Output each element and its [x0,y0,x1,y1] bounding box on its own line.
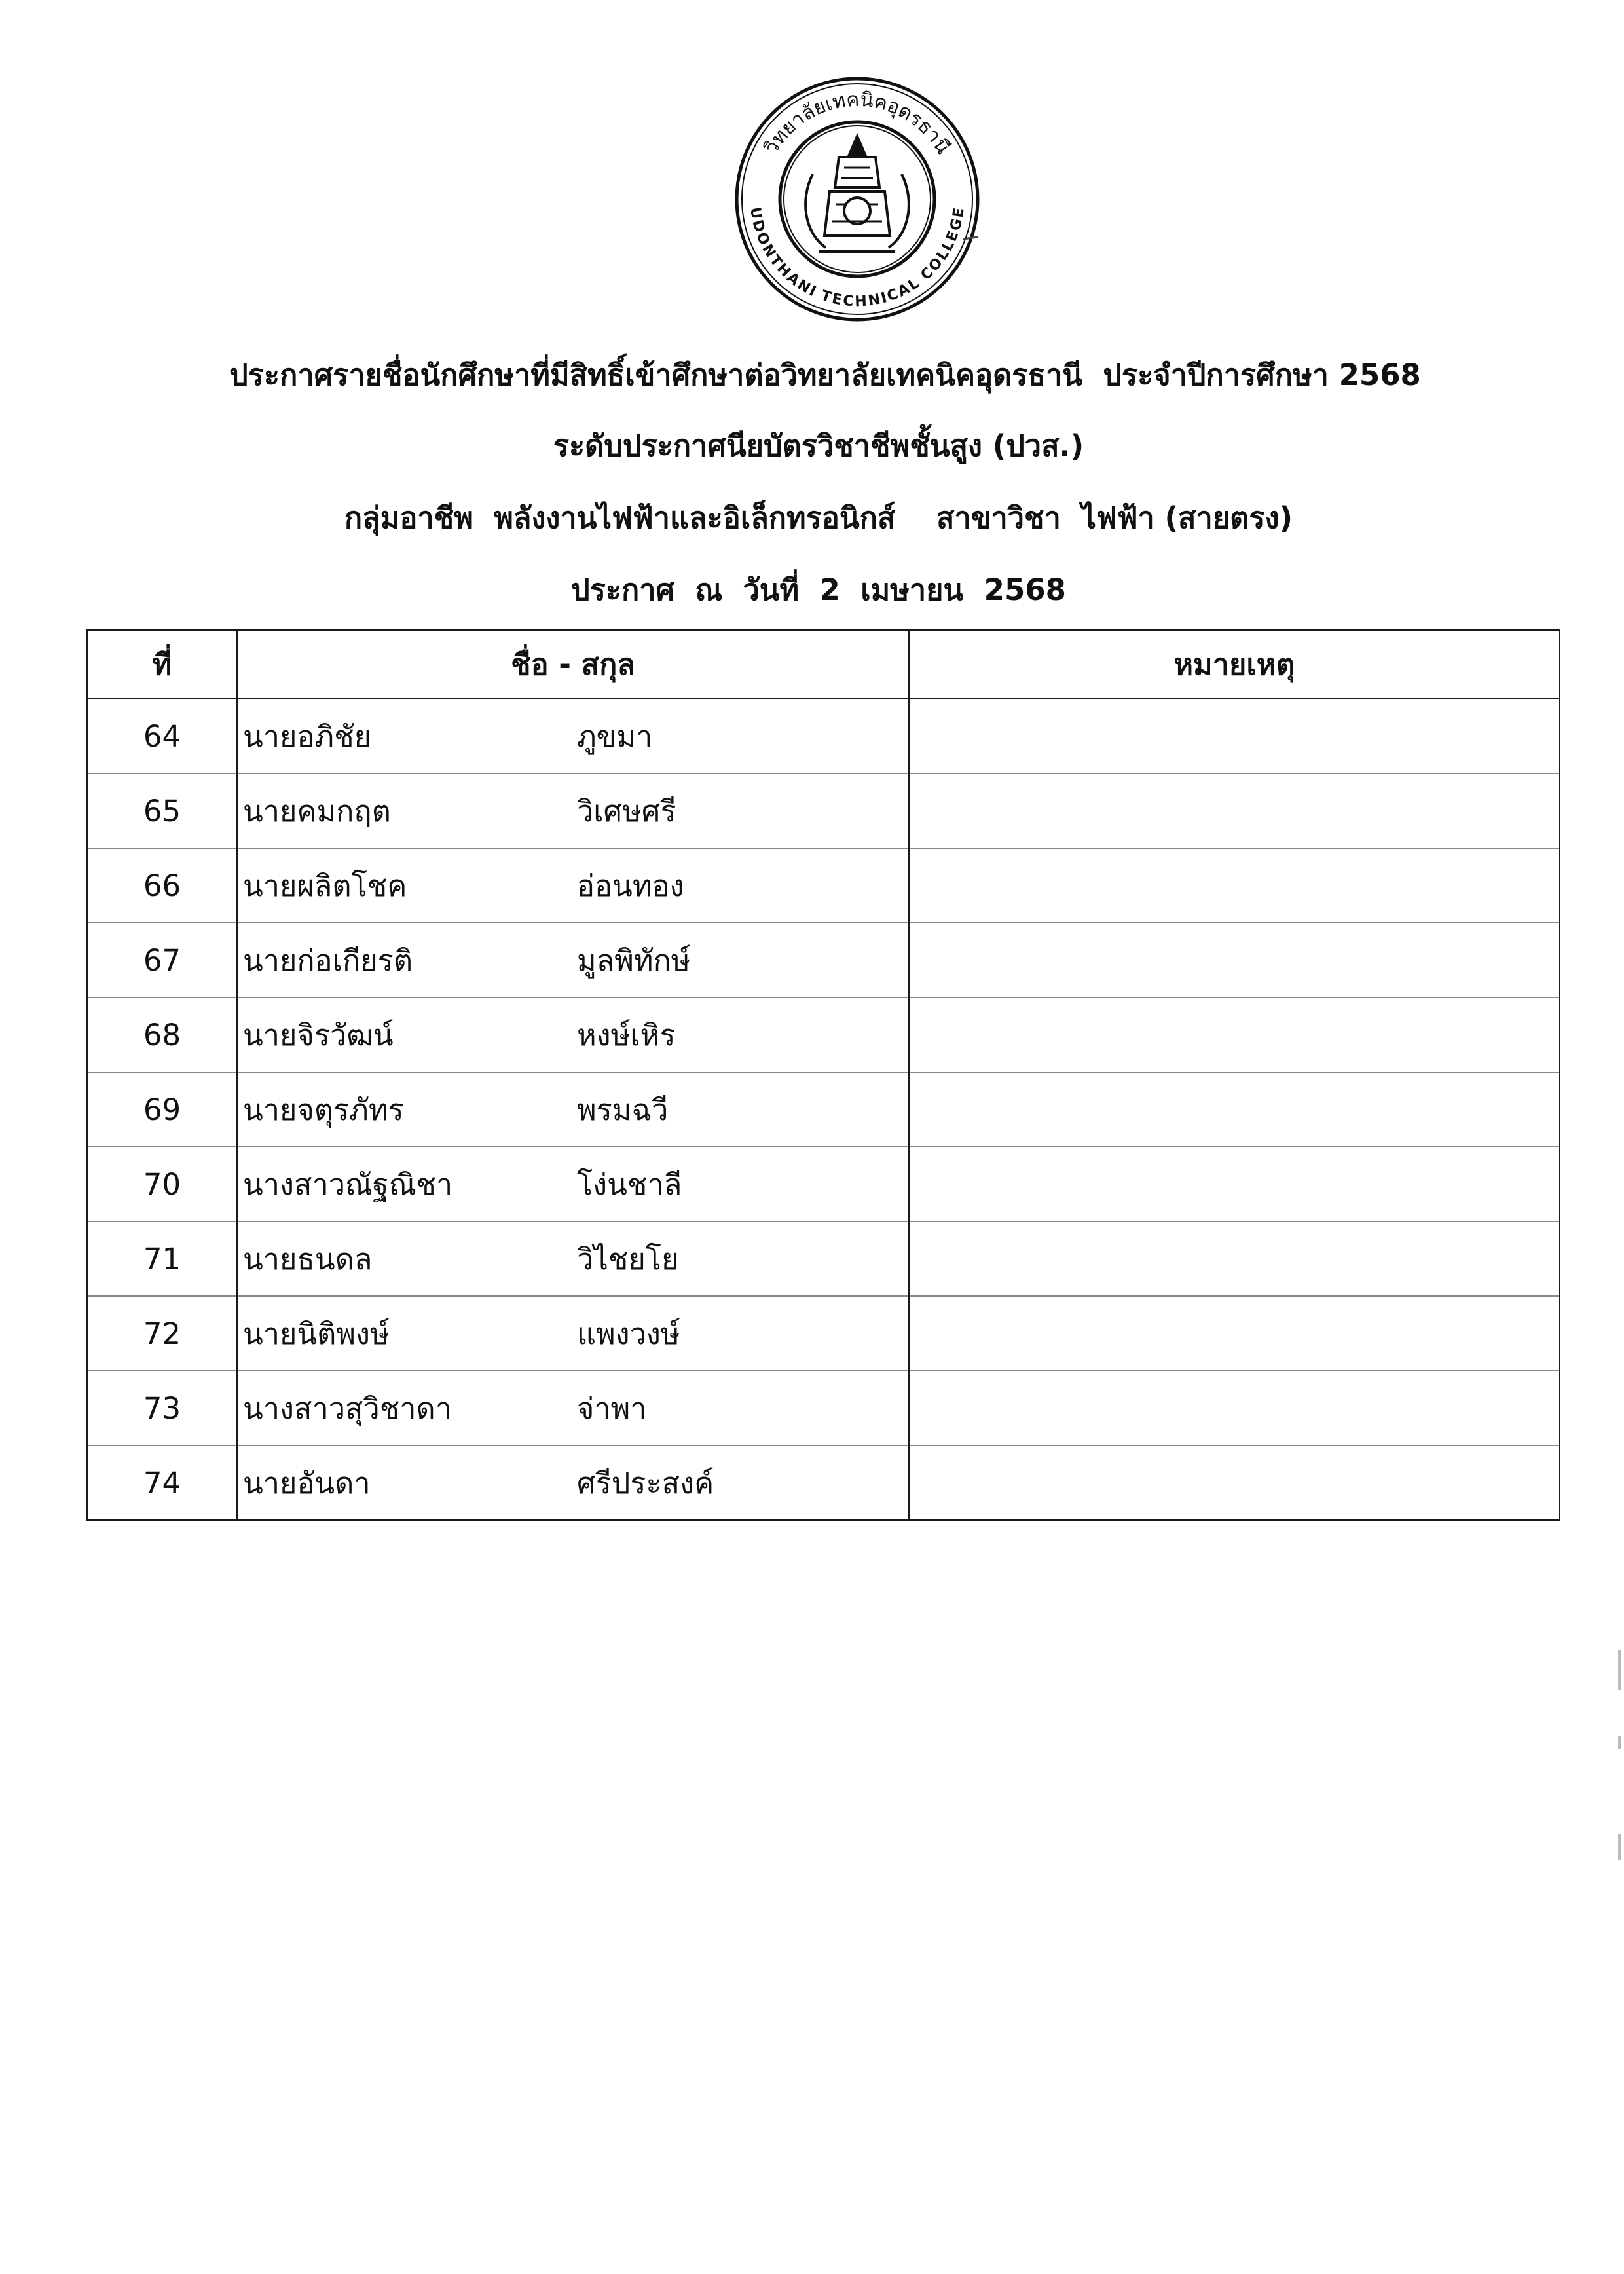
last-name: ศรีประสงค์ [577,1466,714,1500]
row-number: 64 [88,699,237,774]
row-number: 67 [88,923,237,997]
row-name [237,699,910,774]
last-name: โง่นชาลี [577,1167,682,1202]
first-name: นายอันดา [243,1466,371,1500]
announcement-level: ระดับประกาศนียบัตรวิชาชีพชั้นสูง (ปวส.) [553,428,1084,463]
seal-text-top: วิทยาลัยเทคนิคอุดรธานี [760,88,955,158]
table-row [88,1147,1560,1221]
last-name: หงษ์เหิร [577,1018,676,1053]
announcement-date: ประกาศ ณ วันที่ 2 เมษายน 2568 [571,572,1066,607]
row-name [237,997,910,1072]
first-name: นางสาวสุวิชาดา [243,1391,452,1426]
row-name [237,923,910,997]
scan-edge-mark [1618,1736,1621,1749]
last-name: อ่อนทอง [577,868,684,903]
announcement-title: ประกาศรายชื่อนักศึกษาที่มีสิทธิ์เข้าศึกษาต่อวิทยาลัยเทคนิคอุดรธานี ประจำปีการศึกษา 2568 [229,358,1421,392]
last-name: แพงวงษ์ [577,1316,680,1351]
first-name: นายผลิตโชค [243,868,407,903]
row-remark [910,1296,1560,1371]
row-name [237,1445,910,1521]
table-row [88,923,1560,997]
table-row [88,699,1560,774]
last-name: มูลพิทักษ์ [577,943,691,978]
last-name: ภูขมา [577,719,653,754]
first-name: นายนิติพงษ์ [243,1316,390,1351]
table-header-row [88,630,1560,699]
column-header-number: ที่ [88,630,237,699]
last-name: พรมฉวี [577,1092,669,1127]
row-name [237,1072,910,1147]
row-number: 69 [88,1072,237,1147]
table-row [88,848,1560,923]
row-number: 72 [88,1296,237,1371]
last-name: วิไชยโย [577,1242,679,1277]
row-name [237,1221,910,1296]
row-remark [910,848,1560,923]
first-name: นางสาวณัฐณิชา [243,1167,453,1202]
row-number: 71 [88,1221,237,1296]
row-name [237,774,910,848]
table-row [88,1072,1560,1147]
row-remark [910,1371,1560,1445]
last-name: วิเศษศรี [577,794,676,829]
college-seal [734,76,980,322]
row-remark [910,699,1560,774]
first-name: นายก่อเกียรติ [243,943,413,978]
first-name: นายอภิชัย [243,719,371,754]
row-name [237,1147,910,1221]
row-remark [910,923,1560,997]
row-remark [910,774,1560,848]
first-name: นายจิรวัฒน์ [243,1018,394,1053]
seal-text-bottom: UDONTHANI TECHNICAL COLLEGE [747,206,968,310]
row-number: 68 [88,997,237,1072]
student-roster-table [86,629,1560,1521]
college-seal-graphic [734,76,980,322]
row-number: 73 [88,1371,237,1445]
row-number: 70 [88,1147,237,1221]
scan-edge-mark [1618,1650,1621,1690]
row-remark [910,1072,1560,1147]
seal-emblem [805,136,909,252]
row-remark [910,1221,1560,1296]
table-row [88,774,1560,848]
column-header-remark: หมายเหตุ [910,630,1560,699]
announcement-program: กลุ่มอาชีพ พลังงานไฟฟ้าและอิเล็กทรอนิกส์ สาขาวิชา ไฟฟ้า (สายตรง) [344,500,1293,535]
column-header-name: ชื่อ - สกุล [237,630,910,699]
table-row [88,1371,1560,1445]
table-row [88,1445,1560,1521]
row-name [237,1371,910,1445]
row-number: 65 [88,774,237,848]
table-row [88,1296,1560,1371]
row-remark [910,1147,1560,1221]
table-row [88,997,1560,1072]
row-number: 66 [88,848,237,923]
first-name: นายธนดล [243,1242,373,1277]
row-name [237,848,910,923]
first-name: นายคมกฤต [243,794,391,829]
row-remark [910,1445,1560,1521]
first-name: นายจตุรภัทร [243,1092,404,1127]
scan-edge-mark [1618,1834,1621,1860]
row-remark [910,997,1560,1072]
last-name: จ่าพา [577,1391,647,1426]
table-row [88,1221,1560,1296]
row-number: 74 [88,1445,237,1521]
row-name [237,1296,910,1371]
